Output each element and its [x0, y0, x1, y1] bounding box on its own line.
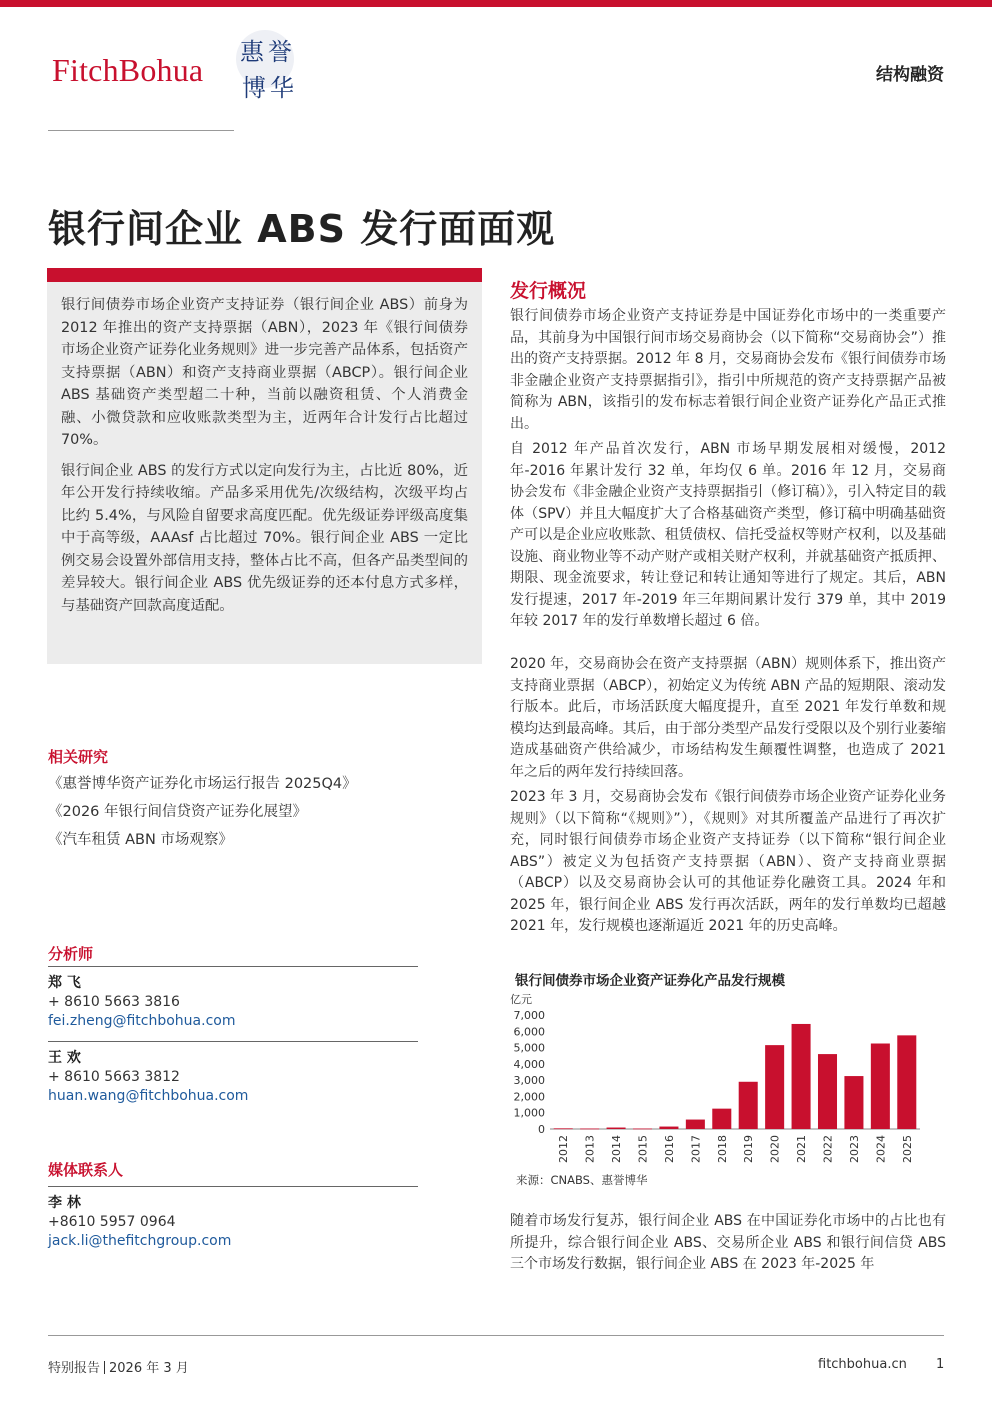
page-number: 1	[936, 1357, 945, 1372]
seal-char: 博	[242, 74, 266, 102]
fitchbohua-logo: FitchBohua	[52, 52, 204, 88]
x-tick-label: 2013	[583, 1135, 597, 1163]
chart-bar	[765, 1045, 784, 1129]
media-contact-name: 李 林	[48, 1195, 81, 1211]
chart-bar	[580, 1129, 599, 1130]
related-research-link[interactable]: 《惠誉博华资产证券化市场运行报告 2025Q4》	[48, 776, 357, 792]
chart-bar	[659, 1127, 678, 1129]
analyst-email[interactable]: fei.zheng@fitchbohua.com	[48, 1013, 236, 1029]
x-tick-label: 2014	[610, 1135, 624, 1163]
analyst-list	[48, 966, 418, 1116]
related-research-link[interactable]: 《汽车租赁 ABN 市场观察》	[48, 832, 233, 848]
analysts-heading: 分析师	[48, 945, 94, 963]
footer-date: 2026 年 3 月	[109, 1361, 189, 1376]
chart-bar	[712, 1109, 731, 1129]
y-tick-label: 7,000	[513, 1009, 545, 1022]
chart-source: 来源：CNABS、惠誉博华	[516, 1173, 648, 1187]
chart-bar	[844, 1076, 863, 1129]
paragraph-text: 银行间债券市场企业资产支持证券是中国证券化市场中的一类重要产品，其前身为中国银行间市场交易商协会（以下简称“交易商协会”）推出的资产支持票据。2012 年 8 月，交易商协会发布《银行间债券市场非金融企业资产支持票据指引》，指引中所规范的资产支持票据产品被简称为 ABN，该指引的发布标志着银行间企业资产证券化产品正式推出。	[510, 308, 946, 432]
x-tick-label: 2021	[795, 1135, 809, 1163]
chart-bar	[871, 1044, 890, 1130]
x-tick-label: 2015	[636, 1135, 650, 1163]
paragraph-text: 2023 年 3 月，交易商协会发布《银行间债券市场企业资产证券化业务规则》（以下简称“《规则》”），《规则》对其所覆盖产品进行了再次扩充，同时银行间债券市场企业资产支持证券（以下简称“银行间企业 ABS”）被定义为包括资产支持票据（ABN）、资产支持商业票据（ABCP）以及交易商协会认可的其他证券化融资工具。2024 年和 2025 年，银行间企业 ABS 发行再次活跃，两年的发行单数均已超越 2021 年，发行规模也逐渐逼近 2021 年的历史高峰。	[510, 789, 946, 934]
y-tick-label: 5,000	[513, 1041, 545, 1055]
analyst-phone: + 8610 5663 3812	[48, 1069, 180, 1085]
media-contact-phone: +8610 5957 0964	[48, 1214, 176, 1230]
summary-box	[47, 268, 482, 664]
analyst-contact	[48, 1041, 418, 1106]
chart-bar	[818, 1054, 837, 1129]
x-tick-label: 2016	[662, 1135, 676, 1163]
analyst-name: 王 欢	[48, 1050, 81, 1066]
paragraph-text: 2020 年，交易商协会在资产支持票据（ABN）规则体系下，推出资产支持商业票据（ABCP），初始定义为传统 ABN 产品的短期限、滚动发行版本。此后，市场活跃度大幅度提升，直至 2021 年发行单数和规模均达到最高峰。其后，由于部分类型产品发行受限以及个别行业萎缩造成基础资产供给减少，市场结构发生颠覆性调整，也造成了 2021 年之后的两年发行持续回落。	[510, 656, 946, 780]
chart-bar	[739, 1082, 758, 1129]
summary-paragraph: 银行间企业 ABS 的发行方式以定向发行为主，占比近 80%，近年公开发行持续收缩。产品多采用优先/次级结构，次级平均占比约 5.4%，与风险自留要求高度匹配。优先级证券评级高度集中于高等级，AAAsf 占比超过 70%。银行间企业 ABS 一定比例交易会设置外部信用支持，整体占比不高，但各产品类型间的差异较大。银行间企业 ABS 优先级证券的还本付息方式多样，与基础资产回款高度适配。	[61, 462, 468, 614]
y-tick-label: 3,000	[513, 1074, 545, 1088]
chart-bar	[554, 1128, 573, 1129]
report-title: 银行间企业 ABS 发行面面观	[48, 207, 556, 251]
paragraph-text: 随着市场发行复苏，银行间企业 ABS 在中国证券化市场中的占比也有所提升，综合银行间企业 ABS、交易所企业 ABS 和银行间信贷 ABS 三个市场发行数据，银行间企业 ABS 在 2023 年-2025 年	[510, 1213, 946, 1272]
related-research-link[interactable]: 《2026 年银行间信贷资产证券化展望》	[48, 804, 308, 820]
seal-char: 惠	[240, 38, 264, 66]
footer-separator	[104, 1361, 105, 1374]
x-tick-label: 2024	[874, 1135, 888, 1163]
footer-url[interactable]: fitchbohua.cn	[818, 1357, 907, 1372]
x-tick-label: 2012	[557, 1135, 571, 1163]
chart-bar	[633, 1129, 652, 1130]
y-tick-label: 6,000	[513, 1025, 545, 1039]
section-label: 结构融资	[876, 65, 944, 85]
chart-title: 银行间债券市场企业资产证券化产品发行规模	[515, 973, 785, 989]
x-tick-label: 2023	[847, 1135, 861, 1163]
seal-logo	[234, 28, 300, 104]
chart-bar	[607, 1128, 626, 1129]
analyst-email[interactable]: huan.wang@fitchbohua.com	[48, 1088, 249, 1104]
analyst-phone: + 8610 5663 3816	[48, 994, 180, 1010]
media-contact-list	[48, 1186, 418, 1261]
x-tick-label: 2019	[742, 1135, 756, 1163]
top-accent-bar	[0, 0, 992, 7]
y-tick-label: 0	[538, 1123, 545, 1136]
body-paragraph	[510, 1211, 946, 1276]
analyst-name: 郑 飞	[48, 975, 81, 991]
body-paragraph	[510, 787, 946, 938]
x-tick-label: 2018	[715, 1135, 729, 1163]
seal-char: 誉	[268, 38, 292, 66]
footer-doc-type: 特别报告	[48, 1361, 101, 1376]
y-tick-label: 4,000	[513, 1057, 545, 1071]
media-contact-email[interactable]: jack.li@thefitchgroup.com	[48, 1233, 232, 1249]
seal-char: 华	[270, 74, 294, 102]
paragraph-text: 自 2012 年产品首次发行，ABN 市场早期发展相对缓慢，2012 年-2016 年累计发行 32 单，年均仅 6 单。2016 年 12 月，交易商协会发布《非金融企业资产支持票据指引（修订稿）》，引入特定目的载体（SPV）并且大幅度扩大了合格基础资产类型，修订稿中明确基础资产可以是企业应收账款、租赁债权、信托受益权等财产权利，以及基础设施、商业物业等不动产财产或相关财产权利，并就基础资产抵质押、期限、现金流要求，转让登记和转让通知等进行了规定。其后，ABN 发行提速，2017 年-2019 年三年期间累计发行 379 单，其中 2019 年较 2017 年的发行单数增长超过 6 倍。	[510, 441, 946, 629]
footer-doc-info	[48, 1357, 189, 1376]
x-tick-label: 2020	[768, 1135, 782, 1163]
x-tick-label: 2017	[689, 1135, 703, 1163]
chart-bar	[686, 1120, 705, 1129]
body-paragraph	[510, 306, 946, 435]
y-tick-label: 2,000	[513, 1090, 545, 1104]
analyst-contact	[48, 966, 418, 1031]
y-axis-unit-label: 亿元	[510, 993, 532, 1006]
y-tick-label: 1,000	[513, 1106, 545, 1120]
related-research-heading: 相关研究	[48, 748, 109, 766]
media-contact	[48, 1186, 418, 1251]
chart-bar	[792, 1024, 811, 1129]
issuance-bar-chart	[508, 990, 928, 1170]
summary-paragraph: 银行间债券市场企业资产支持证券（银行间企业 ABS）前身为 2012 年推出的资产支持票据（ABN），2023 年《银行间债券市场企业资产证券化业务规则》进一步完善产品体系，包括资产支持票据（ABN）和资产支持商业票据（ABCP）。银行间企业 ABS 基础资产类型超二十种，当前以融资租赁、个人消费金融、小微贷款和应收账款类型为主，近两年合计发行占比超过 70%。	[61, 297, 468, 448]
issuance-overview-heading: 发行概况	[510, 280, 587, 302]
x-tick-label: 2022	[821, 1135, 835, 1163]
chart-bar	[897, 1035, 916, 1129]
logo-divider	[48, 130, 234, 131]
x-tick-label: 2025	[900, 1135, 914, 1163]
body-paragraph	[510, 654, 946, 783]
footer-divider	[48, 1335, 944, 1336]
body-paragraph	[510, 439, 946, 633]
media-contact-heading: 媒体联系人	[48, 1161, 124, 1179]
